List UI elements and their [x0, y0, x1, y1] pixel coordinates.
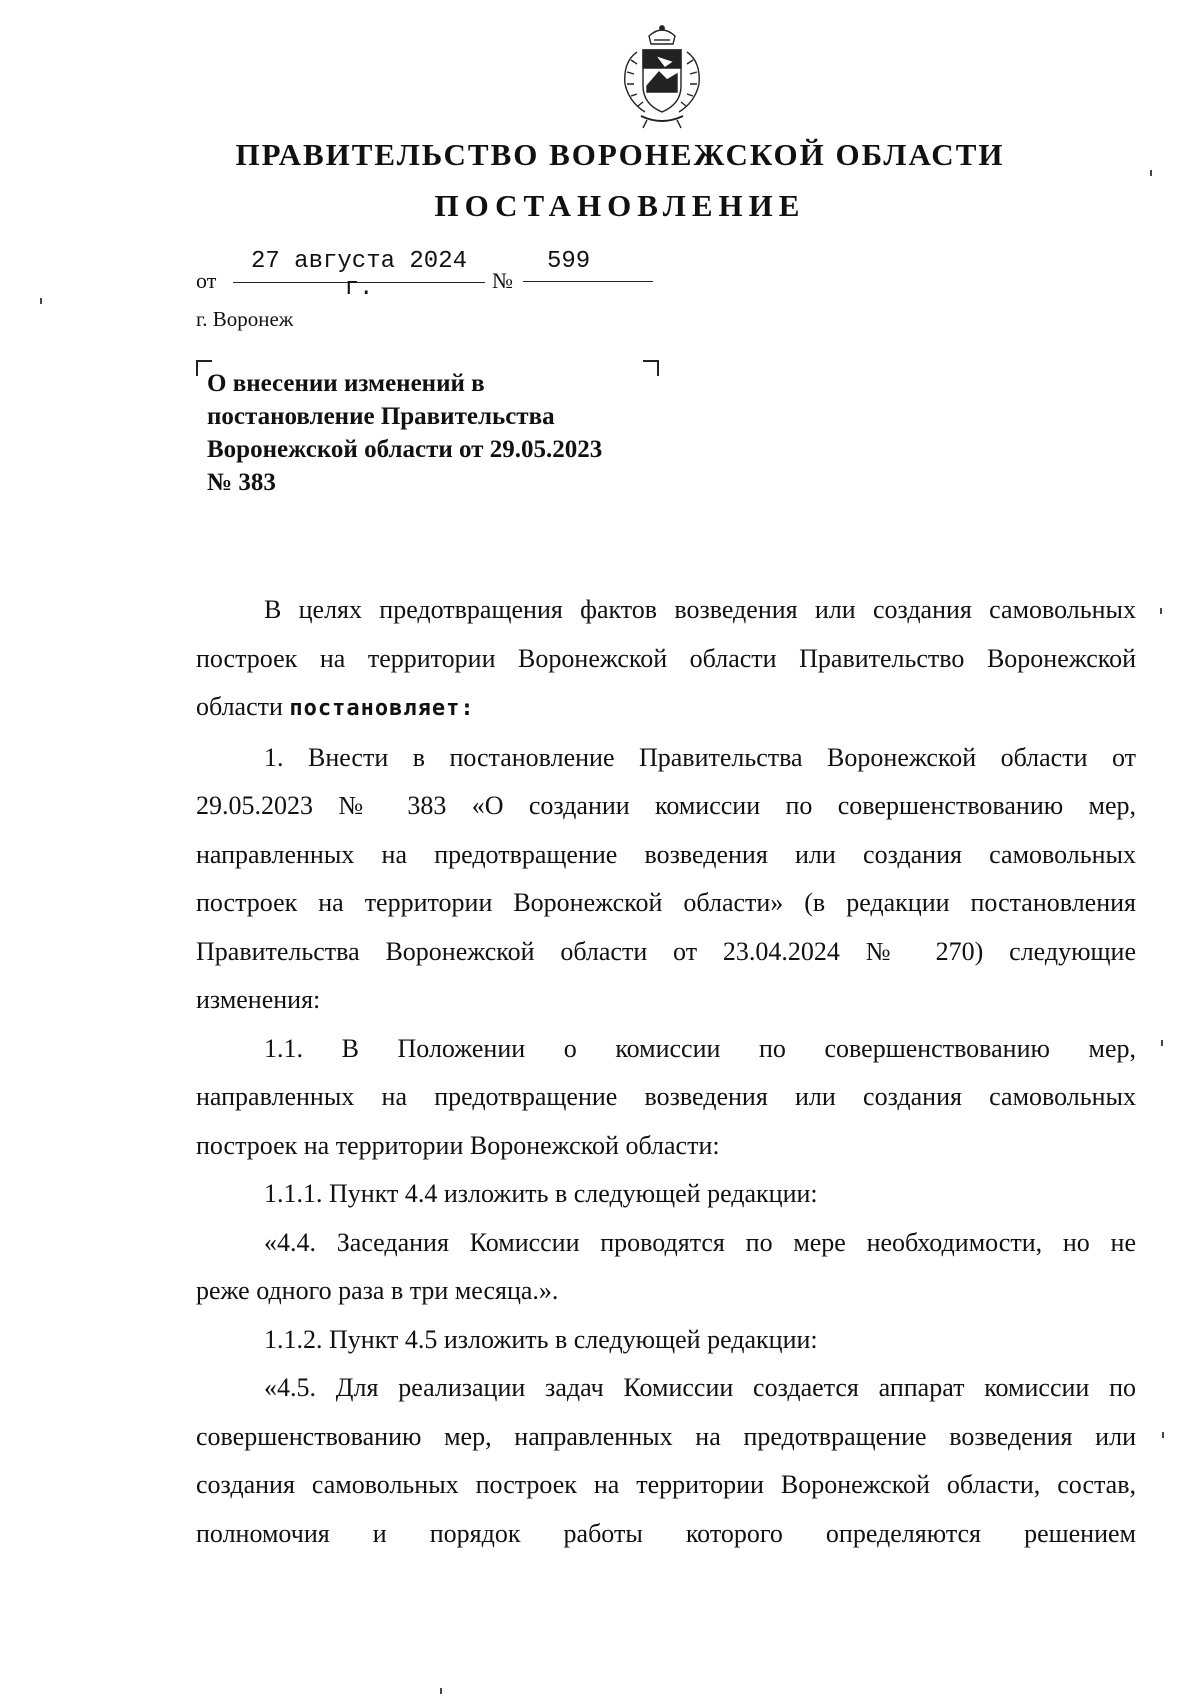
document-date: 27 августа 2024 г.	[233, 248, 485, 283]
subject-line: Воронежской области от 29.05.2023	[207, 436, 603, 463]
body-line: 1.1.2. Пункт 4.5 изложить в следующей редакции:	[264, 1324, 818, 1354]
date-prefix: от	[196, 268, 217, 293]
body-line: построек на территории Воронежской области:	[196, 1130, 720, 1160]
body-line: направленных на предотвращение возведения или создания самовольных	[196, 1082, 1136, 1111]
body-line: реже одного раза в три месяца.».	[196, 1276, 559, 1305]
body-line: 1. Внести в постановление Правительства Воронежской области от	[264, 742, 1136, 772]
organization-name: ПРАВИТЕЛЬСТВО ВОРОНЕЖСКОЙ ОБЛАСТИ	[235, 137, 1005, 172]
body-line: построек на территории Воронежской области Правительство Воронежской	[196, 643, 1136, 673]
body-line: 1.1. В Положении о комиссии по совершенствованию мер,	[264, 1033, 1136, 1063]
body-line: изменения:	[196, 985, 321, 1014]
registration-line	[196, 248, 656, 302]
subject-line: О внесении изменений в	[207, 370, 485, 397]
coat-of-arms-icon	[607, 22, 717, 132]
body-line	[196, 683, 1136, 734]
document-subject	[207, 367, 667, 499]
body-line: «4.5. Для реализации задач Комиссии создается аппарат комиссии по	[264, 1373, 1136, 1402]
number-label: №	[492, 268, 513, 293]
document-body	[196, 586, 1136, 1558]
document-number: 599	[523, 248, 653, 282]
scan-mark	[40, 298, 42, 304]
scan-mark	[1161, 1040, 1163, 1046]
subject-line: № 383	[207, 469, 276, 496]
scan-mark	[1150, 170, 1152, 176]
body-text: области	[196, 692, 290, 721]
document-type: ПОСТАНОВЛЕНИЕ	[434, 188, 806, 223]
scan-mark	[1162, 1432, 1164, 1438]
resolution-keyword: постановляет:	[289, 696, 475, 721]
body-line: совершенствованию мер, направленных на предотвращение возведения или	[196, 1421, 1136, 1451]
body-line: «4.4. Заседания Комиссии проводятся по мере необходимости, но не	[264, 1227, 1136, 1257]
body-line: построек на территории Воронежской области» (в редакции постановления	[196, 888, 1136, 917]
body-line: направленных на предотвращение возведения или создания самовольных	[196, 839, 1136, 869]
city: г. Воронеж	[196, 307, 294, 331]
body-line: Правительства Воронежской области от 23.04.2024 № 270) следующие	[196, 936, 1136, 966]
body-line: создания самовольных построек на территории Воронежской области, состав,	[196, 1470, 1136, 1499]
scan-mark	[1160, 608, 1162, 614]
body-line: 1.1.1. Пункт 4.4 изложить в следующей редакции:	[264, 1179, 818, 1208]
body-line: 29.05.2023 № 383 «О создании комиссии по совершенствованию мер,	[196, 791, 1136, 820]
subject-line: постановление Правительства	[207, 403, 555, 430]
scan-mark	[440, 1688, 442, 1694]
body-line: полномочия и порядок работы которого определяются решением	[196, 1518, 1136, 1548]
body-line: В целях предотвращения фактов возведения или создания самовольных	[264, 595, 1136, 624]
